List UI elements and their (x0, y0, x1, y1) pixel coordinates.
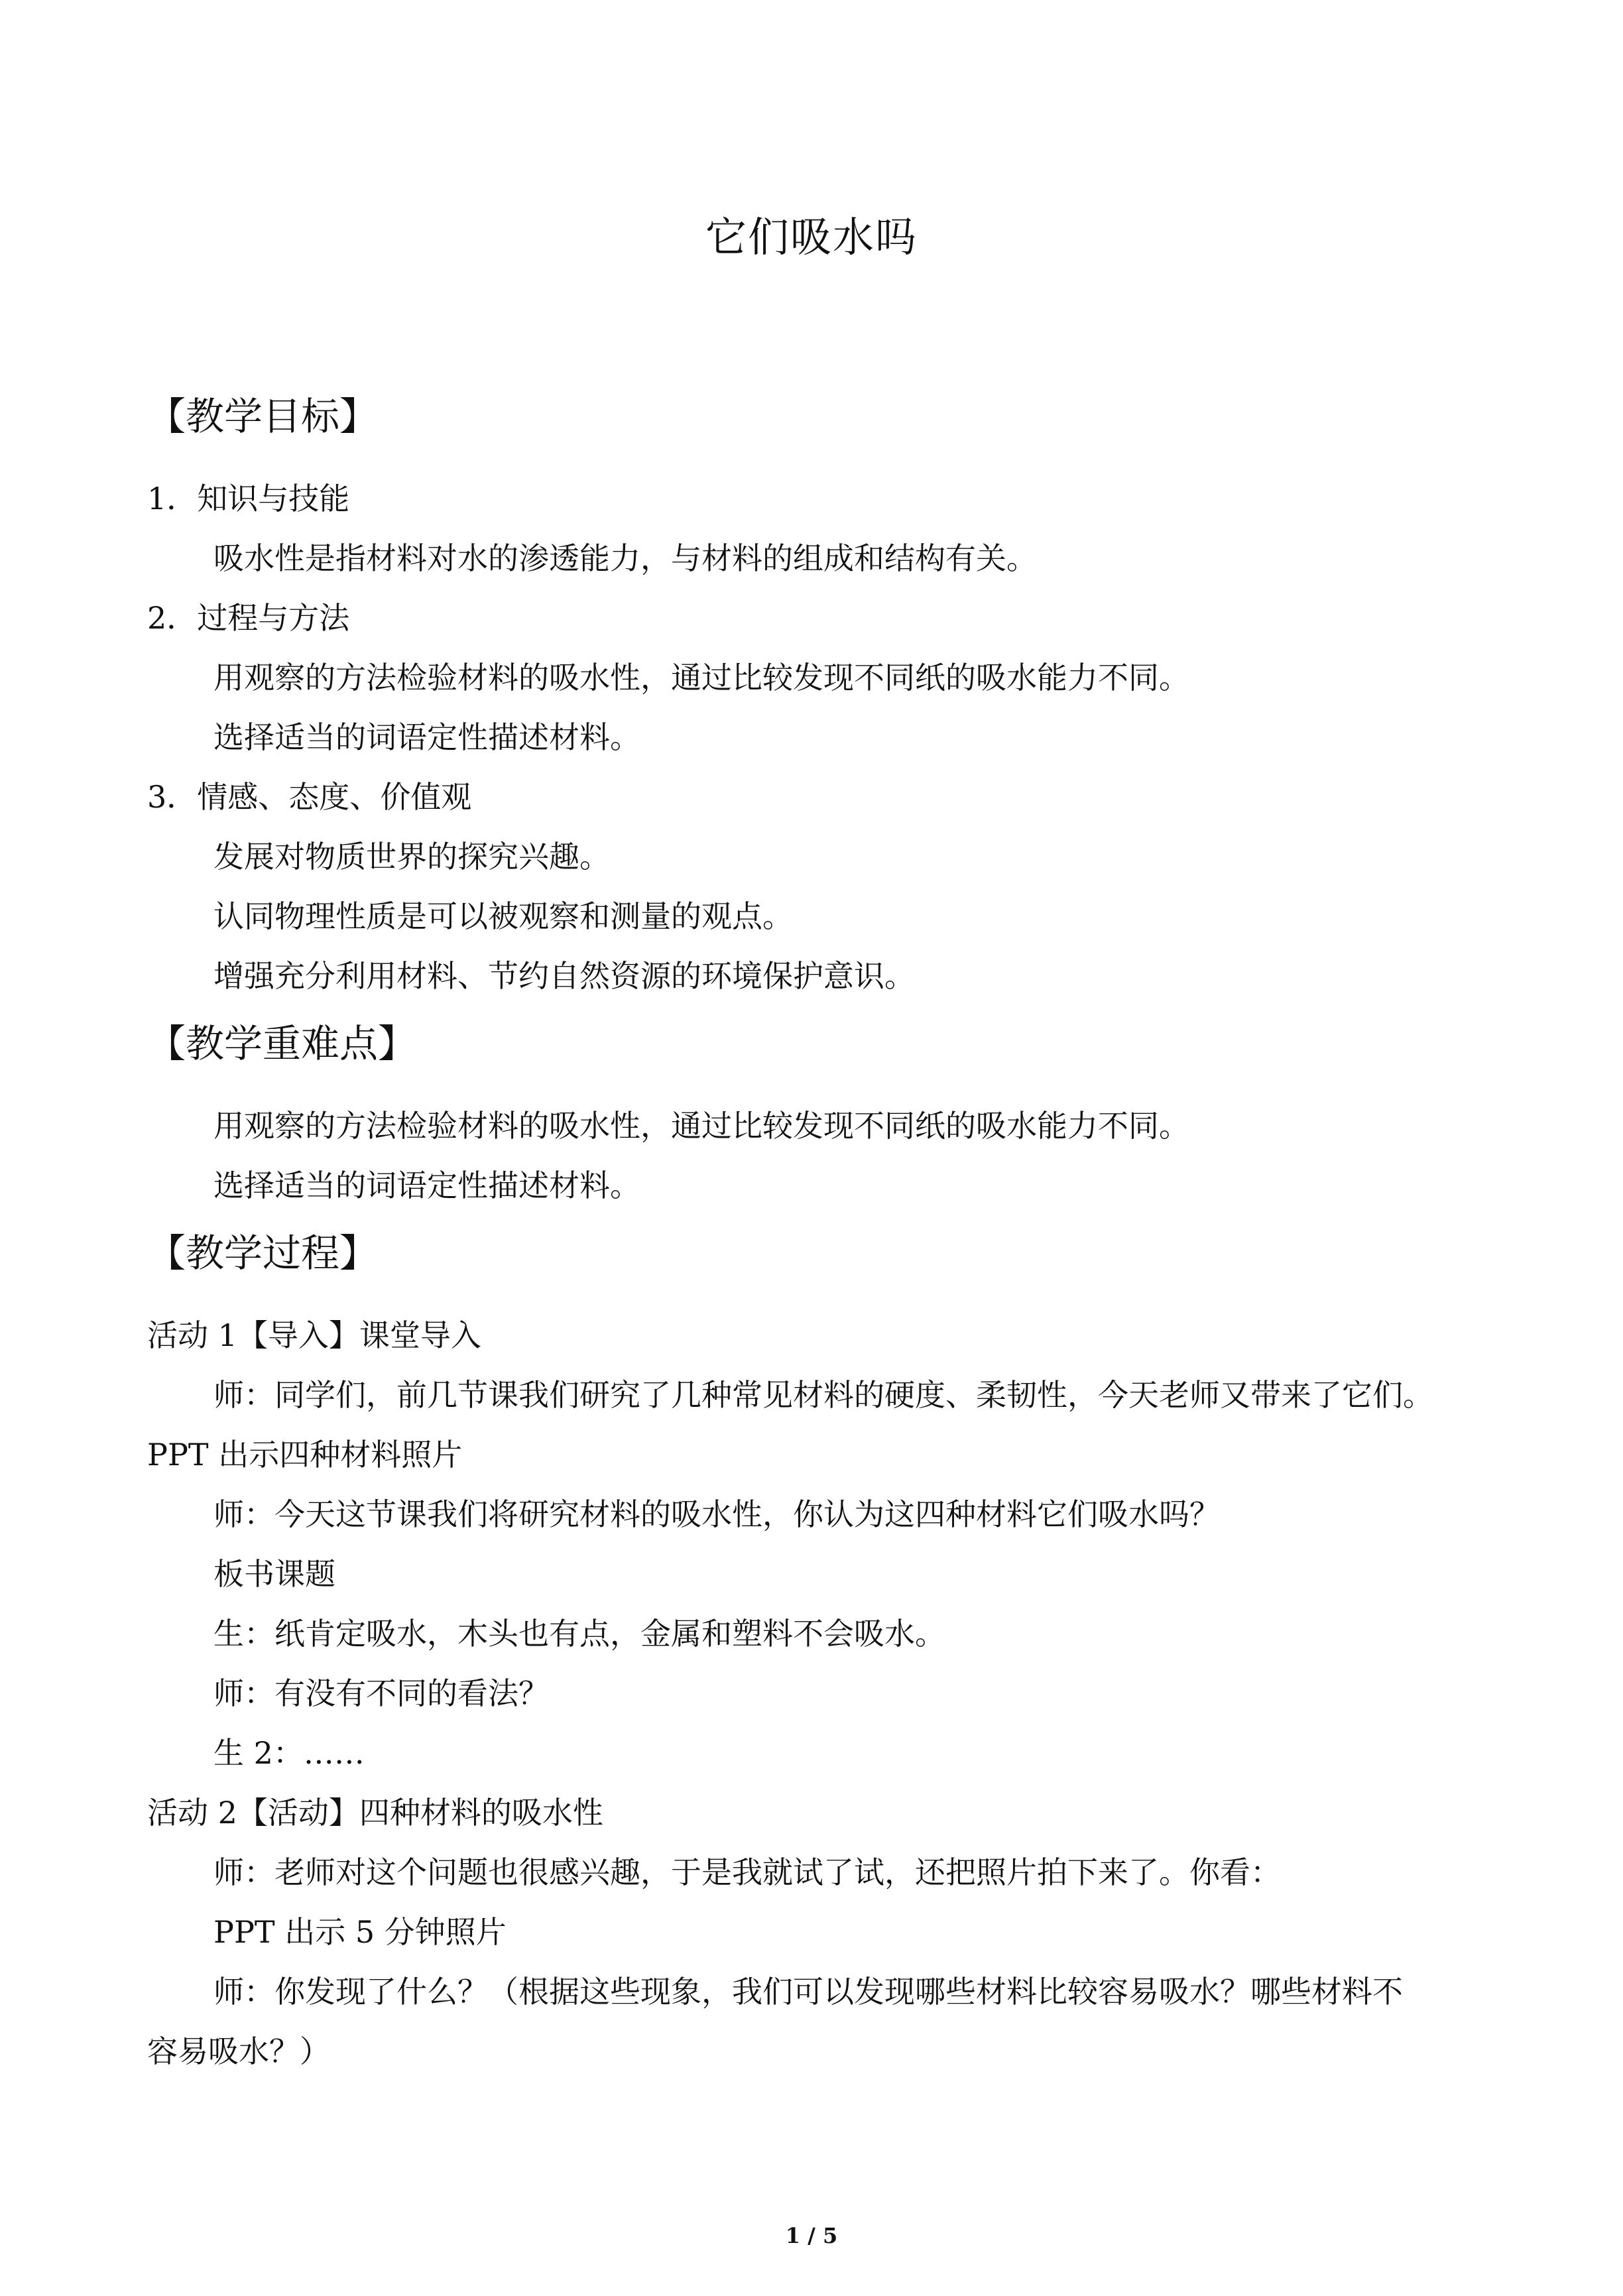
objective-item: 用观察的方法检验材料的吸水性，通过比较发现不同纸的吸水能力不同。 (213, 660, 1189, 695)
process-item: 师：有没有不同的看法？ (213, 1675, 549, 1711)
objective-item: 发展对物质世界的探究兴趣。 (213, 839, 610, 875)
keypoint-item: 选择适当的词语定性描述材料。 (213, 1168, 640, 1203)
section-heading-objectives: 【教学目标】 (147, 394, 379, 439)
section-heading-keypoints: 【教学重难点】 (147, 1021, 417, 1066)
section-heading-process: 【教学过程】 (147, 1231, 379, 1276)
objective-item: 吸水性是指材料对水的渗透能力，与材料的组成和结构有关。 (213, 540, 1037, 576)
process-item: 生 2：…… (213, 1735, 365, 1771)
process-item: 活动 1【导入】课堂导入 (147, 1317, 481, 1353)
keypoint-item: 用观察的方法检验材料的吸水性，通过比较发现不同纸的吸水能力不同。 (213, 1108, 1189, 1144)
objective-item: 增强充分利用材料、节约自然资源的环境保护意识。 (213, 958, 915, 994)
process-item: 板书课题 (213, 1556, 335, 1592)
process-item: 生：纸肯定吸水，木头也有点，金属和塑料不会吸水。 (213, 1616, 945, 1652)
process-item: PPT 出示 5 分钟照片 (213, 1914, 507, 1950)
objective-item: 3．情感、态度、价值观 (147, 779, 472, 815)
objective-item: 2．过程与方法 (147, 600, 350, 636)
document-title: 它们吸水吗 (705, 213, 918, 261)
process-item: 活动 2【活动】四种材料的吸水性 (147, 1795, 603, 1831)
objective-item: 1．知识与技能 (147, 481, 350, 516)
page-indicator: 1 / 5 (785, 2223, 838, 2248)
process-item: 师：今天这节课我们将研究材料的吸水性，你认为这四种材料它们吸水吗？ (213, 1496, 1220, 1532)
process-item: 师：同学们，前几节课我们研究了几种常见材料的硬度、柔韧性，今天老师又带来了它们。 (213, 1377, 1433, 1413)
objective-item: 认同物理性质是可以被观察和测量的观点。 (213, 898, 793, 934)
process-item: PPT 出示四种材料照片 (147, 1437, 463, 1473)
objective-item: 选择适当的词语定性描述材料。 (213, 719, 640, 755)
process-item: 师：你发现了什么？（根据这些现象，我们可以发现哪些材料比较容易吸水？哪些材料不 (213, 1974, 1403, 2010)
process-item: 师：老师对这个问题也很感兴趣，于是我就试了试，还把照片拍下来了。你看： (213, 1854, 1281, 1890)
process-item: 容易吸水？） (147, 2033, 330, 2069)
